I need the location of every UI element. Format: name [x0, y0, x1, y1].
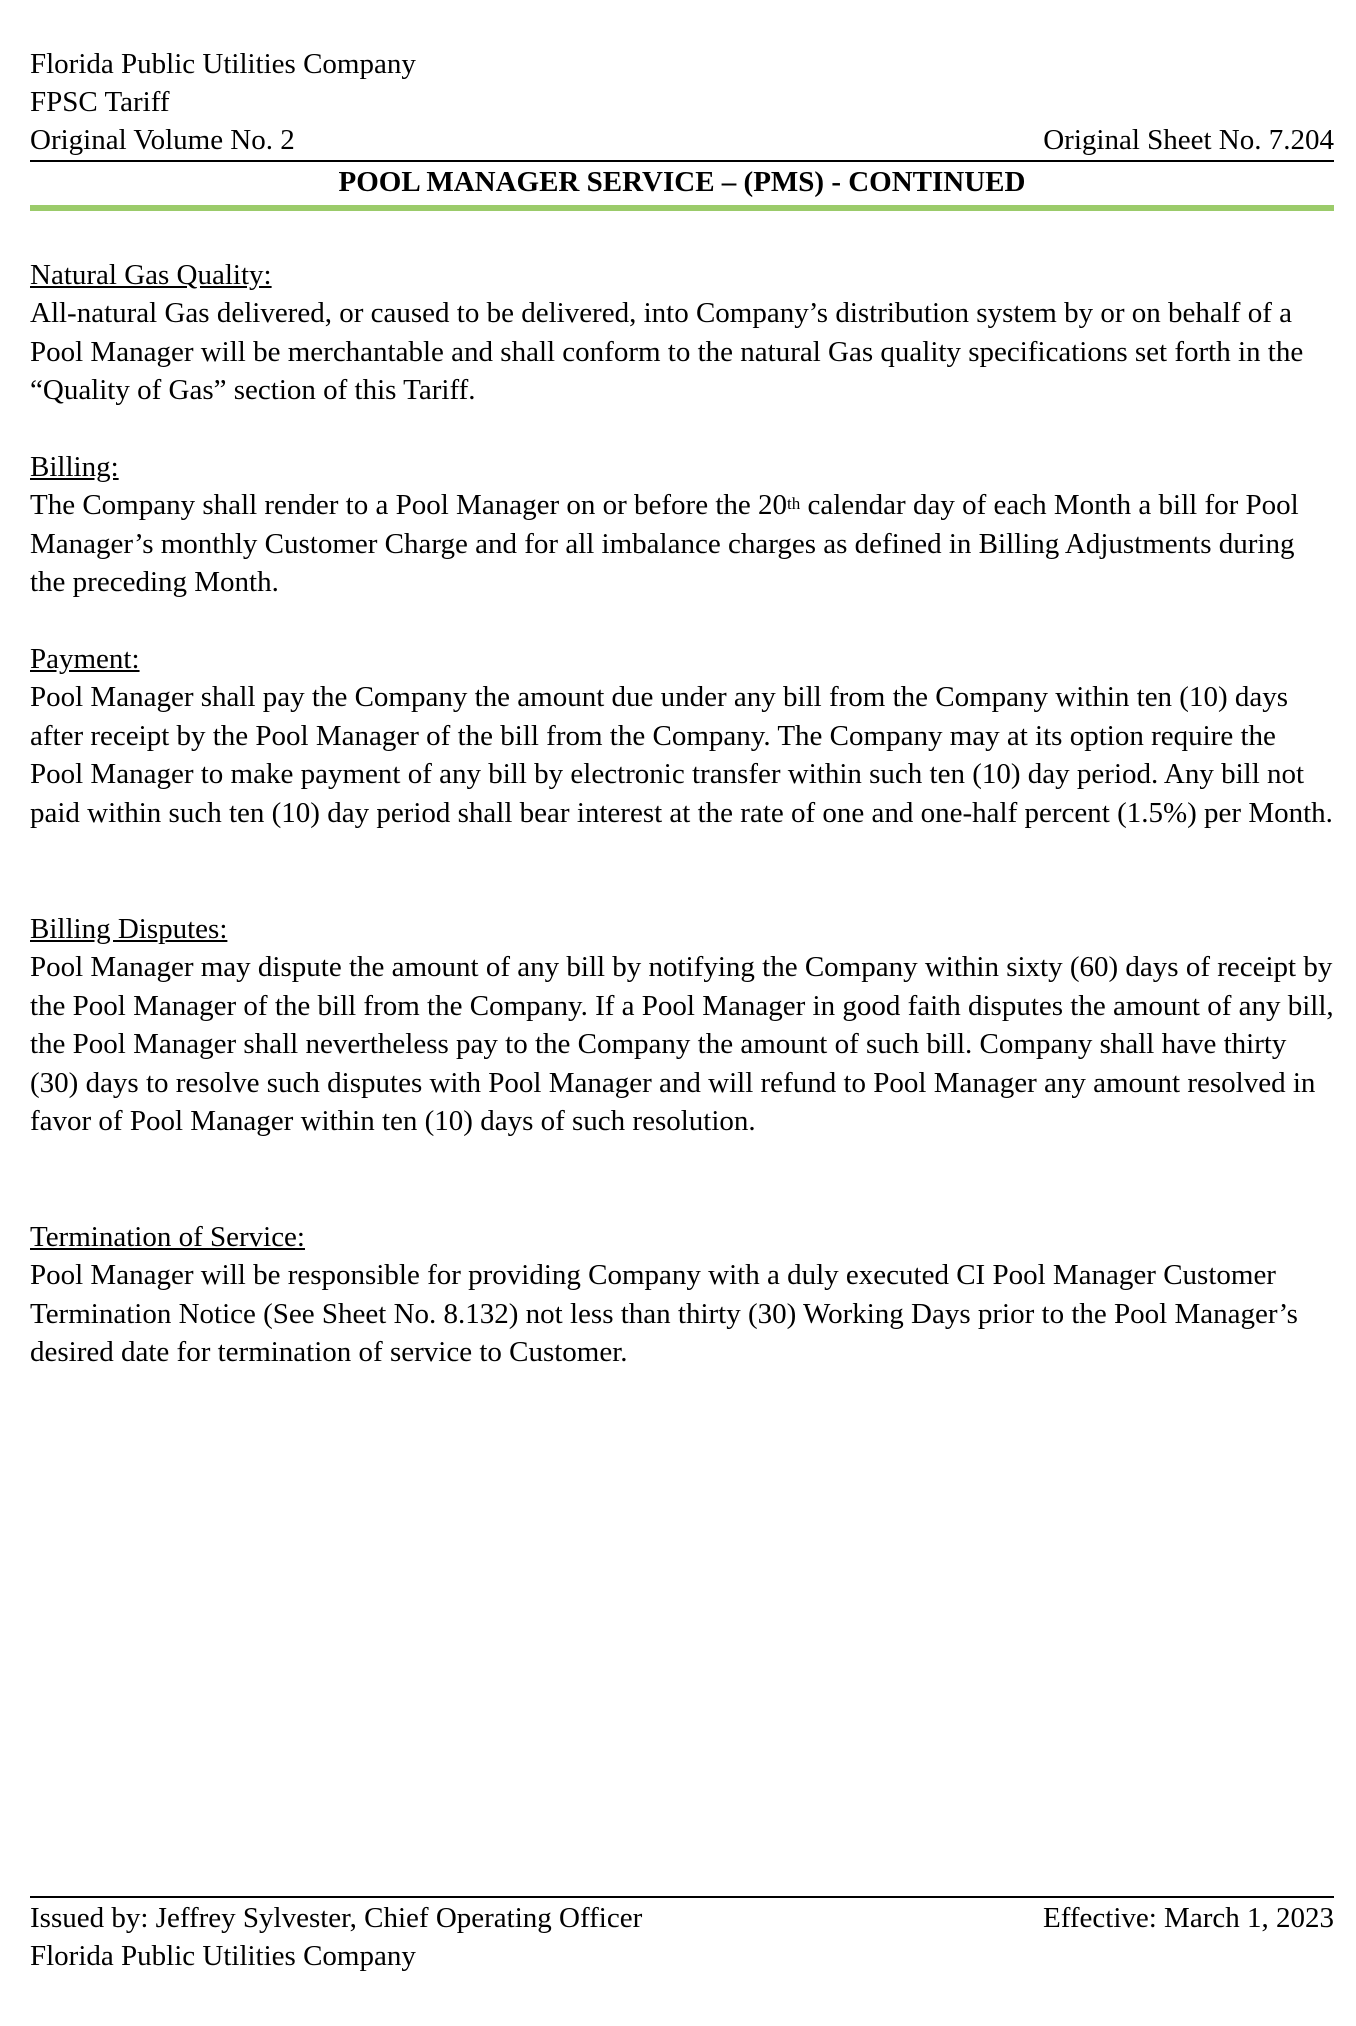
header-company: Florida Public Utilities Company — [30, 48, 416, 80]
section-heading: Natural Gas Quality: — [30, 259, 272, 291]
title-underline-green — [30, 205, 1334, 211]
section-heading: Termination of Service: — [30, 1221, 305, 1253]
section-gas-quality — [30, 256, 1334, 410]
footer-divider — [30, 1896, 1334, 1898]
section-body: Pool Manager may dispute the amount of any bill by notifying the Company within sixty (60) days of receipt by the Pool Manager of the bill from the Company. If a Pool Manager in good faith disputes the amount of any bill, the Pool Manager shall nevertheless pay to the Company the amount of such bill. Company shall have thirty (30) days to resolve such disputes with Pool Manager and will refund to Pool Manager any amount resolved in favor of Pool Manager within ten (10) days of such resolution. — [30, 951, 1334, 1138]
section-heading: Payment: — [30, 643, 140, 675]
section-body: The Company shall render to a Pool Manager on or before the 20th calendar day of each Month a bill for Pool Manager’s monthly Customer Charge and for all imbalance charges as defined in Billing Adjustments during the preceding Month. — [30, 489, 1299, 599]
section-billing — [30, 448, 1334, 602]
section-body: All-natural Gas delivered, or caused to be delivered, into Company’s distribution system by or on behalf of a Pool Manager will be merchantable and shall conform to the natural Gas quality specifications set forth in the “Quality of Gas” section of this Tariff. — [30, 297, 1304, 407]
section-billing-disputes — [30, 910, 1334, 1140]
header-divider — [30, 160, 1334, 162]
section-body: Pool Manager shall pay the Company the amount due under any bill from the Company within ten (10) days after receipt by the Pool Manager of the bill from the Company. The Company may at its option require the Pool Manager to make payment of any bill by electronic transfer within such ten (10) day period. Any bill not paid within such ten (10) day period shall bear interest at the rate of one and one-half percent (1.5%) per Month. — [30, 681, 1333, 829]
footer-effective-date: Effective: March 1, 2023 — [1043, 1902, 1334, 1934]
footer-issued-by: Issued by: Jeffrey Sylvester, Chief Operating Officer — [30, 1902, 643, 1934]
header-tariff: FPSC Tariff — [30, 86, 170, 118]
page-title: POOL MANAGER SERVICE – (PMS) - CONTINUED — [338, 166, 1026, 198]
tariff-page — [30, 0, 1334, 2026]
header-volume: Original Volume No. 2 — [30, 124, 295, 156]
header-sheet-number: Original Sheet No. 7.204 — [1043, 124, 1334, 156]
section-heading: Billing: — [30, 451, 119, 483]
footer-company: Florida Public Utilities Company — [30, 1940, 416, 1972]
section-body: Pool Manager will be responsible for providing Company with a duly executed CI Pool Manager Customer Termination Notice (See Sheet No. 8.132) not less than thirty (30) Working Days prior to the Pool Manager’s desired date for termination of service to Customer. — [30, 1259, 1298, 1369]
section-termination — [30, 1218, 1334, 1372]
section-payment — [30, 640, 1334, 832]
section-heading: Billing Disputes: — [30, 913, 228, 945]
